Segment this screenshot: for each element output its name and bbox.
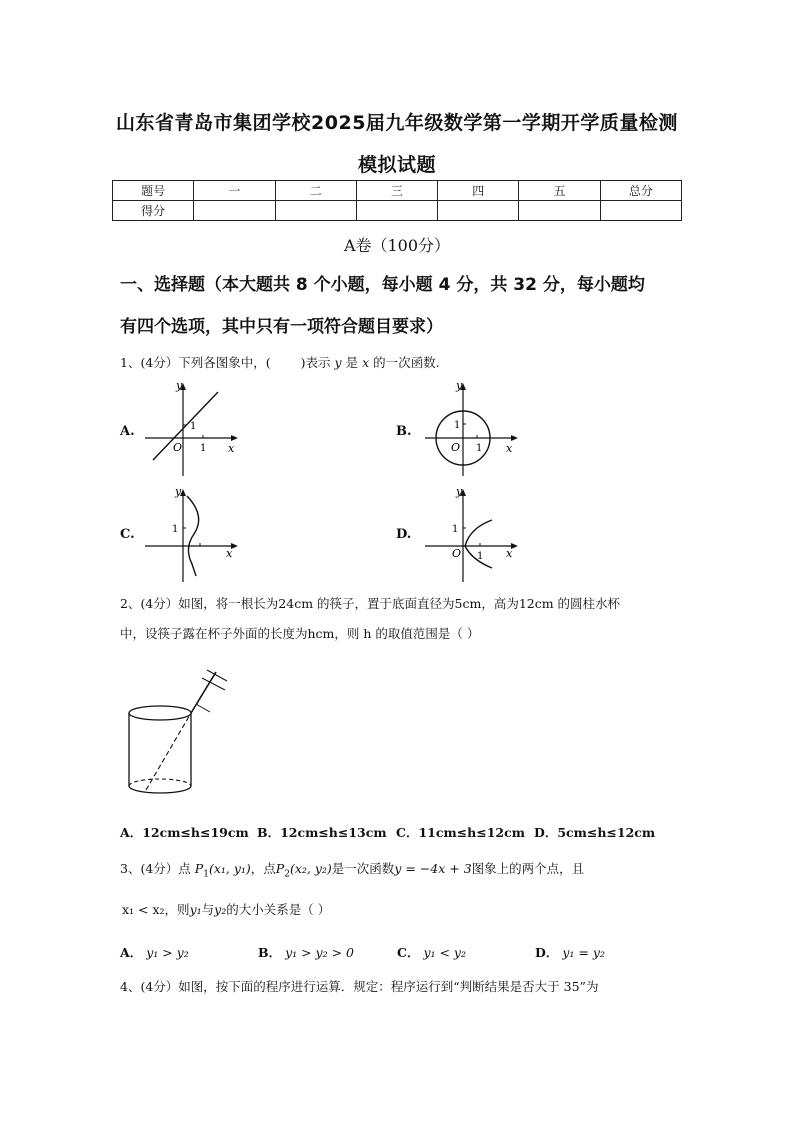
graph-c	[140, 484, 250, 584]
graph-d	[420, 484, 530, 584]
chopstick-inside	[146, 713, 191, 790]
table-row-label: 得分	[113, 201, 194, 221]
option-d-label[interactable]: D.	[396, 527, 412, 542]
score-cell[interactable]	[356, 201, 437, 221]
tick-y-1: 1	[454, 420, 461, 431]
table-header-cell: 五	[519, 181, 600, 201]
score-cell[interactable]	[438, 201, 519, 221]
q3-choice-c[interactable]: C． y₁ < y₂	[397, 945, 467, 960]
graph-b	[420, 378, 530, 478]
graph-a	[140, 378, 250, 478]
tick-x-1: 1	[476, 443, 483, 454]
table-header-cell: 总分	[600, 181, 681, 201]
origin-label: O	[173, 441, 183, 454]
section-a-heading: A卷（100分）	[343, 236, 451, 255]
q2-choice-c[interactable]: C．11cm≤h≤12cm	[396, 825, 525, 840]
axis-y-label: y	[175, 485, 182, 498]
score-table	[112, 180, 682, 221]
tick-y-1: 1	[190, 421, 197, 432]
table-row	[113, 181, 682, 201]
score-cell[interactable]	[519, 201, 600, 221]
table-header-cell: 二	[275, 181, 356, 201]
q2-choice-a[interactable]: A．12cm≤h≤19cm	[120, 825, 249, 840]
score-cell[interactable]	[275, 201, 356, 221]
q3-choice-d[interactable]: D． y₁ = y₂	[535, 945, 605, 960]
tick-y-1: 1	[172, 524, 179, 535]
q3-choice-b[interactable]: B． y₁ > y₂ > 0	[258, 945, 355, 960]
cup-figure	[120, 668, 250, 798]
question-2-stem-line2: 中，设筷子露在杯子外面的长度为hcm，则 h 的取值范围是（ ）	[120, 626, 480, 641]
page-title: 山东省青岛市集团学校2025届九年级数学第一学期开学质量检测	[116, 112, 678, 134]
part1-heading: 一、选择题（本大题共 8 个小题，每小题 4 分，共 32 分，每小题均	[120, 275, 645, 295]
option-a-label[interactable]: A.	[120, 424, 135, 439]
question-4-stem: 4、(4分）如图，按下面的程序进行运算．规定：程序运行到“判断结果是否大于 35”为	[120, 979, 599, 994]
tick-y-1: 1	[452, 524, 459, 535]
q2-choice-d[interactable]: D．5cm≤h≤12cm	[534, 825, 656, 840]
table-header-cell: 三	[356, 181, 437, 201]
axis-x-label: x	[506, 442, 513, 455]
question-2-stem: 2、(4分）如图，将一根长为24cm 的筷子，置于底面直径为5cm，高为12cm 的圆柱水杯	[120, 596, 621, 611]
table-header-cell: 题号	[113, 181, 194, 201]
axis-y-label: y	[456, 485, 463, 498]
page-title-line2: 模拟试题	[357, 154, 436, 176]
q3-choice-a[interactable]: A． y₁ > y₂	[120, 945, 189, 960]
table-header-cell: 四	[438, 181, 519, 201]
tick-x-1: 1	[200, 443, 207, 454]
score-cell[interactable]	[194, 201, 275, 221]
tick-x-1: 1	[477, 551, 484, 562]
graph-a-line	[153, 392, 218, 460]
origin-label: O	[451, 441, 461, 454]
q2-choice-b[interactable]: B．12cm≤h≤13cm	[257, 825, 387, 840]
axis-x-label: x	[228, 442, 235, 455]
question-3-stem: 3、(4分）点 $P_1(x_1$, y₁)，点$P_2(x_2$, y₂)是一次函数y = −4x + 3图象上的两个点，且	[120, 861, 585, 880]
question-1-stem: 1、(4分）下列各图象中，( )表示 y 是 x 的一次函数.	[120, 355, 440, 370]
part1-heading-line2: 有四个选项，其中只有一项符合题目要求）	[120, 317, 443, 337]
question-3-stem-line2: x₁ < x₂，则y₁与y₂的大小关系是（ ）	[122, 902, 331, 917]
option-b-label[interactable]: B.	[396, 424, 412, 439]
axis-y-label: y	[456, 379, 463, 392]
axis-x-label: x	[226, 547, 233, 560]
chopstick-outside	[191, 672, 216, 713]
option-c-label[interactable]: C.	[120, 527, 135, 542]
axis-y-label: y	[176, 379, 183, 392]
graph-c-curve	[187, 496, 199, 576]
axis-x-label: x	[506, 547, 513, 560]
origin-label: O	[452, 547, 462, 560]
score-cell[interactable]	[600, 201, 681, 221]
table-header-cell: 一	[194, 181, 275, 201]
table-row	[113, 201, 682, 221]
